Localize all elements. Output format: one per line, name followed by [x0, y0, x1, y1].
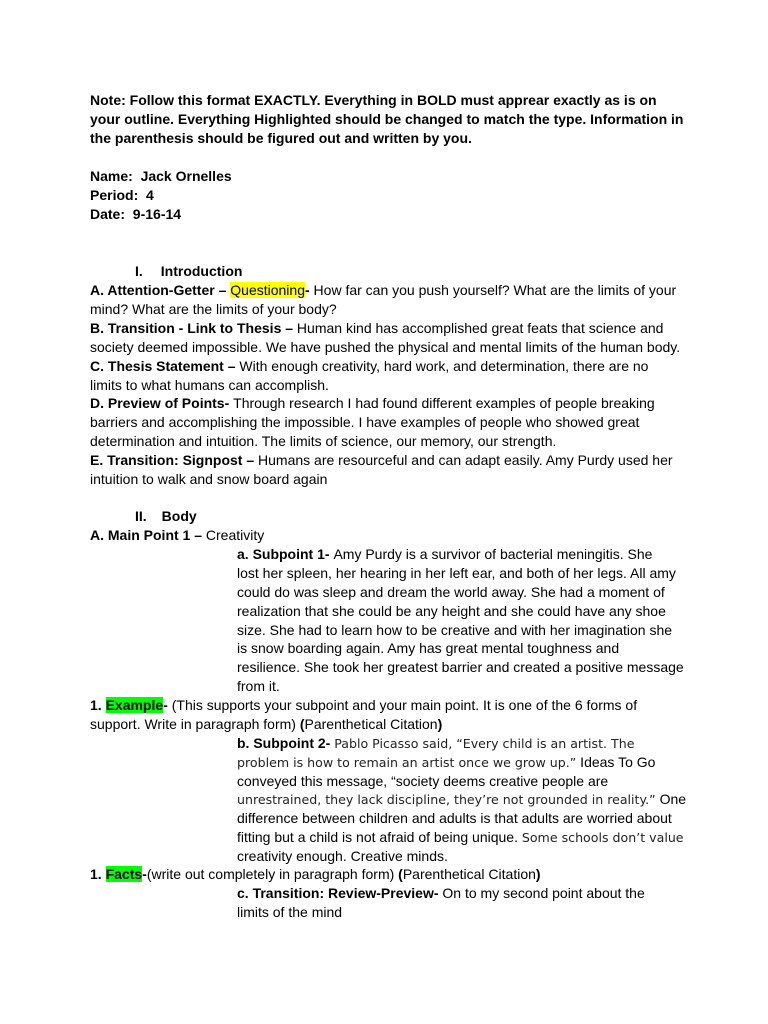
subpoint-1-line-4: realization that she could be any height and she could have any shoe [237, 603, 666, 619]
attention-getter-line-1: A. Attention-Getter – Questioning- How far can you push yourself? What are the limits of your [90, 282, 677, 298]
highlight-example: Example [105, 697, 164, 713]
subpoint-2-line-3: conveyed this message, “society deems creative people are [237, 773, 609, 789]
subpoint-1-line-7: resilience. She took her greatest barrier and created a positive message [237, 659, 684, 675]
date-line: Date: 9-16-14 [90, 206, 182, 222]
preview-line-1: D. Preview of Points- Through research I had found different examples of people breaking [90, 395, 655, 411]
subpoint-2-line-5: difference between children and adults is that adults are worried about [237, 810, 672, 826]
name-line: Name: Jack Ornelles [90, 168, 232, 184]
subpoint-1-line-5: size. She had to learn how to be creative and with her imagination she [237, 622, 673, 638]
subpoint-1-line-6: is snow boarding again. Amy has great mental toughness and [237, 640, 620, 656]
transition-link-line-2: society deemed impossible. We have pushed the physical and mental limits of the human body. [90, 339, 681, 355]
subpoint-2-line-7: creativity enough. Creative minds. [237, 848, 448, 864]
preview-line-3: determination and intuition. The limits of science, our memory, our strength. [90, 433, 557, 449]
subpoint-2-line-4: unrestrained, they lack discipline, they’re not grounded in reality.” One [237, 791, 687, 807]
transition-review-line-1: c. Transition: Review-Preview- On to my second point about the [237, 885, 645, 901]
example-line-2: support. Write in paragraph form) (Parenthetical Citation) [90, 716, 443, 732]
example-line-1: 1. Example- (This supports your subpoint and your main point. It is one of the 6 forms of [90, 697, 638, 713]
main-point-1: A. Main Point 1 – Creativity [90, 527, 265, 543]
subpoint-1-line-3: could do was sleep and dream the world away. She had a moment of [237, 584, 665, 600]
subpoint-1-line-2: lost her spleen, her hearing in her left ear, and both of her legs. All amy [237, 565, 676, 581]
highlight-facts: Facts [105, 866, 143, 882]
subpoint-1-line-8: from it. [237, 678, 280, 694]
facts-line: 1. Facts-(write out completely in paragraph form) (Parenthetical Citation) [90, 866, 541, 882]
subpoint-2-line-1: b. Subpoint 2- Pablo Picasso said, “Every child is an artist. The [237, 735, 635, 751]
highlight-questioning: Questioning [230, 282, 305, 298]
note-line-1: Note: Follow this format EXACTLY. Everything in BOLD must apprear exactly as is on [90, 92, 657, 108]
transition-link-line-1: B. Transition - Link to Thesis – Human kind has accomplished great feats that science and [90, 320, 664, 336]
thesis-line-2: limits to what humans can accomplish. [90, 377, 329, 393]
note-line-3: the parenthesis should be figured out and written by you. [90, 130, 472, 146]
signpost-line-1: E. Transition: Signpost – Humans are resourceful and can adapt easily. Amy Purdy used her [90, 452, 673, 468]
note-line-2: your outline. Everything Highlighted should be changed to match the type. Information in [90, 111, 684, 127]
body-heading: II. Body [135, 508, 197, 524]
subpoint-2-line-2: problem is how to remain an artist once we grow up.” Ideas To Go [237, 754, 656, 770]
thesis-line-1: C. Thesis Statement – With enough creativity, hard work, and determination, there are no [90, 358, 649, 374]
subpoint-1-line-1: a. Subpoint 1- Amy Purdy is a survivor of bacterial meningitis. She [237, 546, 653, 562]
signpost-line-2: intuition to walk and snow board again [90, 471, 328, 487]
attention-getter-line-2: mind? What are the limits of your body? [90, 301, 337, 317]
preview-line-2: barriers and accomplishing the impossible. I have examples of people who showed great [90, 414, 640, 430]
period-line: Period: 4 [90, 187, 154, 203]
transition-review-line-2: limits of the mind [237, 904, 343, 920]
intro-heading: I. Introduction [135, 263, 243, 279]
subpoint-2-line-6: fitting but a child is not afraid of being unique. Some schools don’t value [237, 829, 684, 845]
